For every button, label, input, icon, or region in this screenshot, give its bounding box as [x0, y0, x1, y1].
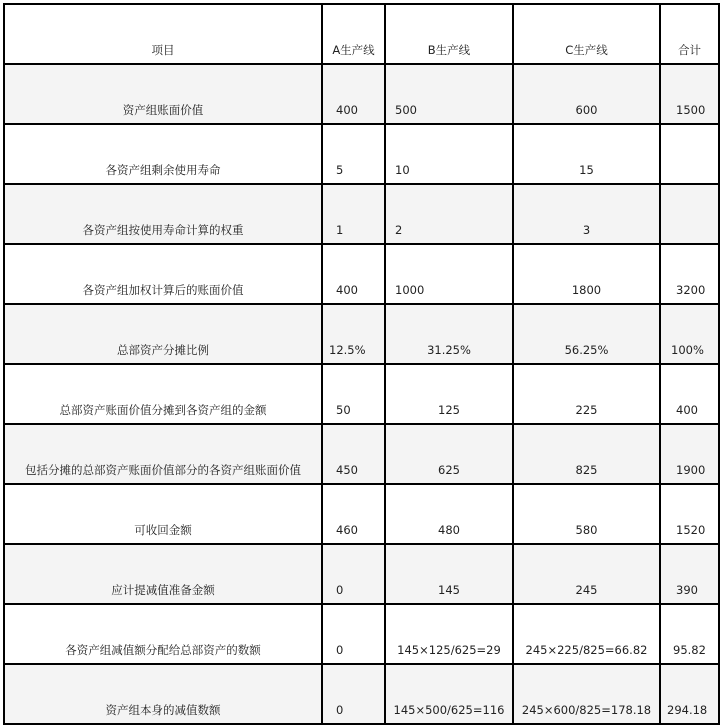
cell-line-a: 1 [322, 184, 385, 244]
table-row [4, 544, 719, 604]
table-row [4, 364, 719, 424]
table-header-row [4, 4, 719, 64]
cell-line-a: 400 [322, 244, 385, 304]
cell-line-a: 5 [322, 124, 385, 184]
row-label: 各资产组剩余使用寿命 [4, 124, 322, 184]
row-label: 资产组账面价值 [4, 64, 322, 124]
cell-line-a: 0 [322, 604, 385, 664]
cell-line-a: 400 [322, 64, 385, 124]
cell-line-b: 625 [385, 424, 513, 484]
row-label: 各资产组加权计算后的账面价值 [4, 244, 322, 304]
cell-line-b: 31.25% [385, 304, 513, 364]
table-row [4, 184, 719, 244]
cell-line-c: 245 [513, 544, 660, 604]
table-row [4, 604, 719, 664]
table-row [4, 124, 719, 184]
impairment-table-container [3, 3, 720, 725]
cell-line-b: 1000 [385, 244, 513, 304]
header-line-a: A生产线 [322, 4, 385, 64]
table-row [4, 244, 719, 304]
cell-line-c: 3 [513, 184, 660, 244]
cell-total: 1500 [660, 64, 719, 124]
cell-total: 1520 [660, 484, 719, 544]
cell-line-b: 480 [385, 484, 513, 544]
row-label: 可收回金额 [4, 484, 322, 544]
cell-total [660, 184, 719, 244]
header-total: 合计 [660, 4, 719, 64]
header-item: 项目 [4, 4, 322, 64]
header-line-c: C生产线 [513, 4, 660, 64]
table-row [4, 424, 719, 484]
table-row [4, 64, 719, 124]
cell-total: 1900 [660, 424, 719, 484]
cell-total: 95.82 [660, 604, 719, 664]
impairment-allocation-table [3, 3, 720, 725]
cell-line-b: 145×125/625=29 [385, 604, 513, 664]
table-row [4, 304, 719, 364]
row-label: 各资产组按使用寿命计算的权重 [4, 184, 322, 244]
cell-line-a: 12.5% [322, 304, 385, 364]
row-label: 总部资产账面价值分摊到各资产组的金额 [4, 364, 322, 424]
cell-line-b: 500 [385, 64, 513, 124]
table-row [4, 484, 719, 544]
cell-line-c: 825 [513, 424, 660, 484]
cell-line-c: 15 [513, 124, 660, 184]
cell-line-b: 125 [385, 364, 513, 424]
cell-total: 390 [660, 544, 719, 604]
cell-line-c: 245×600/825=178.18 [513, 664, 660, 724]
cell-total: 3200 [660, 244, 719, 304]
row-label: 各资产组减值额分配给总部资产的数额 [4, 604, 322, 664]
cell-line-b: 145×500/625=116 [385, 664, 513, 724]
cell-line-c: 245×225/825=66.82 [513, 604, 660, 664]
cell-total: 100% [660, 304, 719, 364]
cell-total: 400 [660, 364, 719, 424]
cell-line-b: 2 [385, 184, 513, 244]
header-line-b: B生产线 [385, 4, 513, 64]
cell-line-b: 145 [385, 544, 513, 604]
cell-line-a: 450 [322, 424, 385, 484]
cell-line-c: 56.25% [513, 304, 660, 364]
table-row [4, 664, 719, 724]
row-label: 资产组本身的减值数额 [4, 664, 322, 724]
cell-line-a: 0 [322, 544, 385, 604]
cell-line-c: 600 [513, 64, 660, 124]
cell-line-c: 225 [513, 364, 660, 424]
row-label: 总部资产分摊比例 [4, 304, 322, 364]
cell-line-a: 0 [322, 664, 385, 724]
cell-line-b: 10 [385, 124, 513, 184]
cell-total: 294.18 [660, 664, 719, 724]
cell-total [660, 124, 719, 184]
cell-line-a: 50 [322, 364, 385, 424]
row-label: 包括分摊的总部资产账面价值部分的各资产组账面价值 [4, 424, 322, 484]
row-label: 应计提减值准备金额 [4, 544, 322, 604]
cell-line-c: 580 [513, 484, 660, 544]
cell-line-a: 460 [322, 484, 385, 544]
cell-line-c: 1800 [513, 244, 660, 304]
